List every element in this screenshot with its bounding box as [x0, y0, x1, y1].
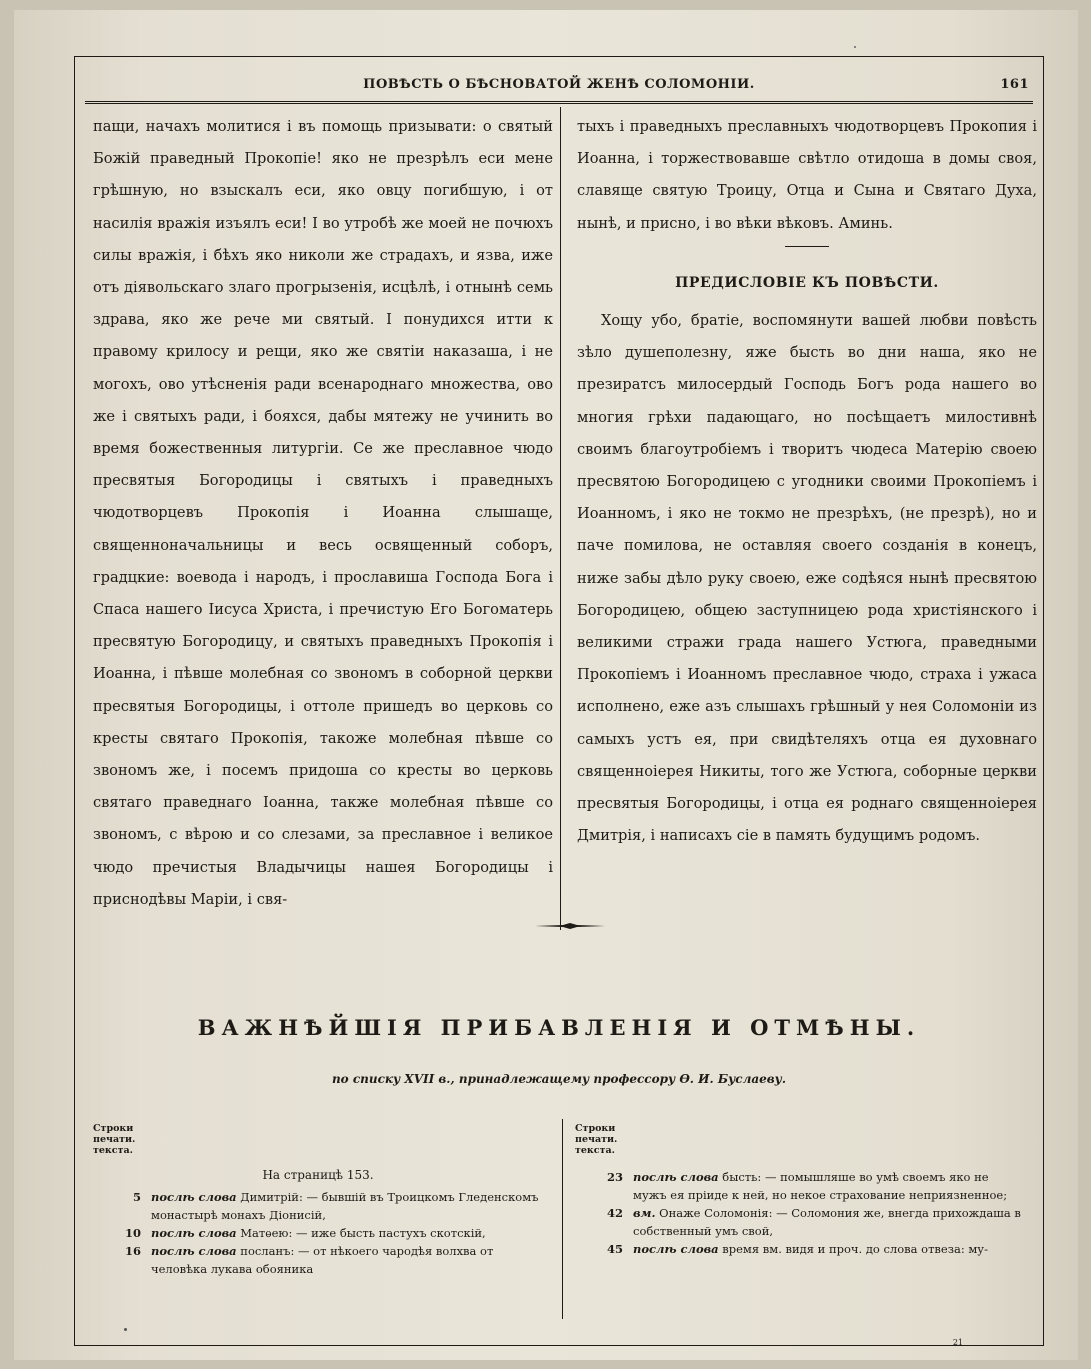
page-frame [74, 56, 1044, 1346]
variants-left-column [93, 1123, 543, 1278]
entry-label: послѣ слова [151, 1244, 237, 1258]
entry-label: послѣ слова [151, 1226, 237, 1240]
entry-text: Матѳею: — иже бысть пастухъ скотскій, [240, 1226, 486, 1240]
entry-text: Димитрій: — бывшій въ Троицкомъ Гледенскомъ монастырѣ монахъ Діонисій, [151, 1190, 539, 1222]
preface-heading: ПРЕДИСЛОВІЕ КЪ ПОВѢСТИ. [675, 274, 939, 291]
signature-mark: 21 [952, 1338, 963, 1347]
section-title: ВАЖНѢЙШІЯ ПРИБАВЛЕНІЯ И ОТМѢНЫ. [197, 1015, 921, 1040]
page-number: 161 [1000, 77, 1029, 92]
entry-text: Онаже Соломонія: — Соломония же, внегда прихождаша в собственный умъ свой, [633, 1206, 1021, 1238]
running-header [75, 73, 1043, 101]
right-column-text-1: тыхъ і праведныхъ преславныхъ чюдотворцевъ Прокопия і Иоанна, і торжествовавше свѣтло отидоша в домы своя, славяще святую Троицу, Отца и Сына и Святаго Духа, нынѣ, и присно, і во вѣки вѣковъ. Аминь. [577, 118, 1037, 232]
right-column-text-2: Хощу убо, братіе, воспомянути вашей любви повѣсть зѣло душеполезну, яже бысть во дни наша, яко не презиратсъ милосердый Господь Богъ рода нашего во многия грѣхи падающаго, но посѣщаетъ милостивнѣ своимъ благоутробіемъ і творитъ чюдеса Матерію своею пресвятою Богородицею с угодники своими Прокопіемъ і Иоанномъ, і яко не токмо не презрѣхъ, (не презрѣ), но и паче помилова, не оставляя своего созданія в конецъ, ниже забы дѣло руку своею, еже содѣяся нынѣ пресвятою Богородицею, общею заступницею рода христіянского і великими стражи града нашего Устюга, праведными Прокопіемъ і Иоанномъ преславное чюдо, страха і ужаса исполнено, еже азъ слышахъ грѣшный у нея Соломоніи из самыхъ устъ ея, при свидѣтеляхъ отца ея духовнаго священноіерея Никиты, того же Устюга, соборные церкви пресвятыя Богородицы, і отца ея роднаго священноіерея Дмитрія, і написахъ сіе в память будущимъ родомъ. [577, 312, 1037, 845]
section-subtitle: по списку XVII в., принадлежащему профессору Ѳ. И. Буслаеву. [331, 1072, 787, 1086]
book-page [14, 10, 1078, 1360]
ornament-divider [535, 923, 605, 929]
line-number: 42 [606, 1206, 623, 1220]
entry-text: бысть: — помышляше во умѣ своемъ яко не мужъ ея пріиде к ней, но некое страхование неприязненное; [633, 1170, 1008, 1202]
entry-label: вм. [633, 1206, 656, 1220]
column-head: Строки печати. текста. [93, 1123, 136, 1156]
variant-entry [575, 1240, 1025, 1258]
entry-label: послѣ слова [151, 1190, 237, 1204]
speck [124, 1328, 127, 1331]
variant-entry [575, 1168, 1025, 1204]
entry-label: послѣ слова [633, 1170, 719, 1184]
line-number: 5 [132, 1190, 141, 1204]
variant-entry [93, 1188, 543, 1224]
column-divider [560, 107, 561, 930]
running-title: ПОВѢСТЬ О БѢСНОВАТОЙ ЖЕНѢ СОЛОМОНІИ. [363, 77, 755, 92]
variant-entry [575, 1204, 1025, 1240]
entry-label: послѣ слова [633, 1242, 719, 1256]
line-number: 16 [124, 1244, 141, 1258]
variants-right-column [575, 1123, 1025, 1258]
line-number: 23 [606, 1170, 623, 1184]
variant-entry [93, 1242, 543, 1278]
variants-divider [562, 1119, 563, 1319]
left-text-column [93, 111, 553, 916]
variant-entry [93, 1224, 543, 1242]
entry-text: время вм. видя и проч. до слова отвеза: му- [722, 1242, 988, 1256]
header-rule [85, 101, 1033, 104]
left-column-text: пащи, начахъ молитися і въ помощь призывати: о святый Божій праведный Прокопіе! яко не презрѣлъ еси мене грѣшную, но взыскалъ еси, яко овцу погибшую, і от насилія вражія изъялъ еси! І во утробѣ же моей не почюхъ силы вражія, і бѣхъ яко николи же страдахъ, и язва, иже отъ діявольскаго злаго прогрызенія, исцѣлѣ, і отнынѣ семь здрава, яко же рече ми святый. І понудихся итти к правому крилосу и рещи, яко же святіи наказаша, і не могохъ, ово утѣсненія ради всенароднаго множества, ово же і святыхъ ради, і бояхся, дабы мятежу не учинить во время божественныя литургіи. Се же преславное чюдо пресвятыя Богородицы і святыхъ і праведныхъ чюдотворцевъ Прокопія і Иоанна слышаще, священноначальницы и весь освященный соборъ, градцкие: воевода і народъ, і прославиша Господа Бога і Спаса нашего Іисуса Христа, і пречистую Его Богоматерь пресвятую Богородицу, и святыхъ праведныхъ Прокопія і Иоанна, і пѣвше молебная со звономъ в соборной церкви пресвятыя Богородицы, і оттоле пришедъ во церковь со кресты святаго Прокопія, такоже молебная пѣвше со звономъ же, і посемъ придоша со кресты во церковь святаго праведнаго Іоанна, также молебная пѣвше со звономъ, с вѣрою и со слезами, за преславное і великое чюдо пречистыя Владычицы нашея Богородицы і приснодѣвы Маріи, і свя- [93, 118, 553, 908]
column-head: Строки печати. текста. [575, 1123, 618, 1156]
line-number: 45 [606, 1242, 623, 1256]
entry-text: посланъ: — от нѣкоего чародѣя волхва от человѣка лукава обояника [151, 1244, 494, 1276]
page-reference: На страницѣ 153. [262, 1168, 374, 1182]
speck [854, 46, 856, 48]
right-text-column [577, 111, 1037, 852]
short-rule [785, 246, 829, 257]
line-number: 10 [124, 1226, 141, 1240]
